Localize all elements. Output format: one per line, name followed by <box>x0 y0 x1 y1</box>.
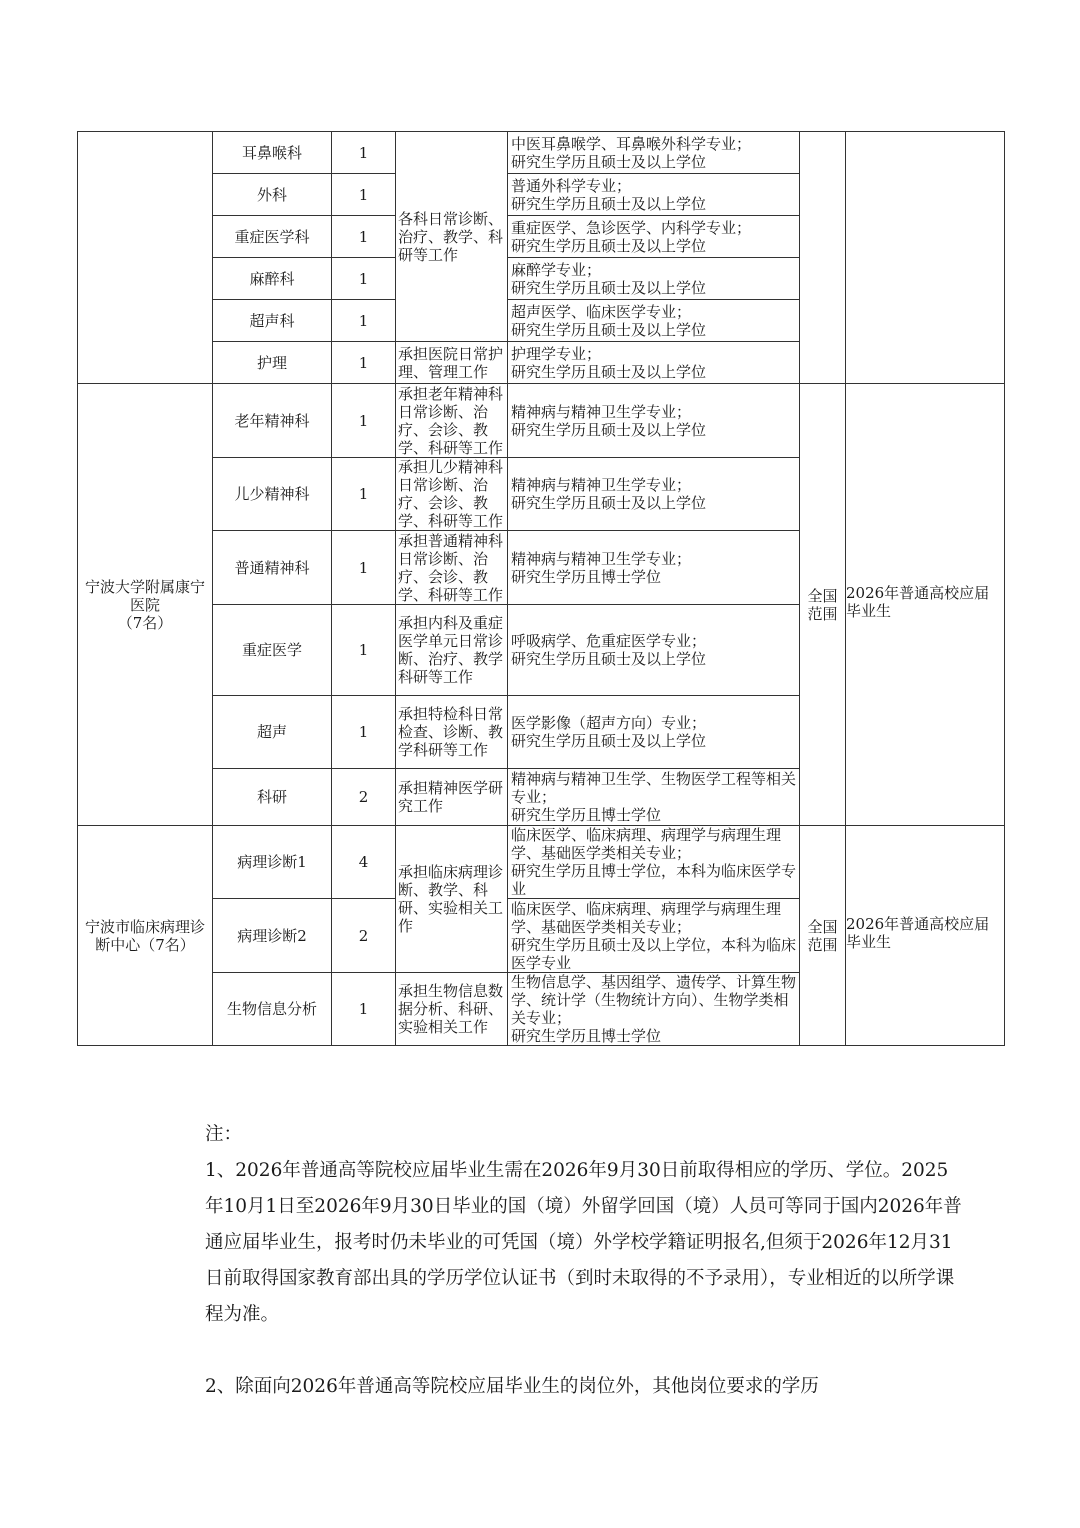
duty-cell: 承担精神医学研究工作 <box>398 779 504 815</box>
notes-title: 注： <box>205 1124 243 1145</box>
requirement-cell: 精神病与精神卫生学专业； 研究生学历且硕士及以上学位 <box>511 476 707 512</box>
dept-cell: 科研 <box>256 788 287 806</box>
dept-cell: 重症医学 <box>241 641 302 659</box>
dept-cell: 麻醉科 <box>249 269 295 288</box>
count-cell: 1 <box>358 311 369 330</box>
duty-cell: 各科日常诊断、治疗、教学、科研等工作 <box>398 209 504 264</box>
count-cell: 1 <box>358 227 369 246</box>
dept-cell: 超声 <box>256 723 287 741</box>
dept-cell: 病理诊断2 <box>237 926 307 945</box>
requirement-cell: 医学影像（超声方向）专业； 研究生学历且硕士及以上学位 <box>511 714 707 750</box>
note-paragraph-2: 2、除面向2026年普通高等院校应届毕业生的岗位外，其他岗位要求的学历 <box>205 1376 819 1397</box>
requirement-cell: 中医耳鼻喉学、耳鼻喉外科学专业； 研究生学历且硕士及以上学位 <box>511 134 752 171</box>
count-cell: 1 <box>358 723 369 741</box>
requirement-cell: 麻醉学专业； 研究生学历且硕士及以上学位 <box>511 260 707 297</box>
dept-cell: 普通精神科 <box>234 558 310 577</box>
duty-cell: 承担儿少精神科日常诊断、治疗、会诊、教学、科研等工作 <box>398 458 504 530</box>
dept-cell: 护理 <box>256 353 287 372</box>
requirement-cell: 临床医学、临床病理、病理学与病理生理学、基础医学类相关专业； 研究生学历且博士学位，本科为临床医学专业 <box>511 826 797 898</box>
count-cell: 1 <box>358 558 369 577</box>
unit-name-cell: 宁波市临床病理诊断中心（7名） <box>84 917 205 954</box>
count-cell: 1 <box>358 269 369 288</box>
requirement-cell: 精神病与精神卫生学、生物医学工程等相关专业； 研究生学历且博士学位 <box>511 770 797 824</box>
dept-cell: 病理诊断1 <box>237 853 307 871</box>
duty-cell: 承担临床病理诊断、教学、科研、实验相关工作 <box>398 863 504 935</box>
count-cell: 1 <box>358 411 369 430</box>
target-cell: 2026年普通高校应届毕业生 <box>846 915 990 951</box>
requirement-cell: 超声医学、临床医学专业； 研究生学历且硕士及以上学位 <box>511 302 707 339</box>
count-cell: 2 <box>358 788 369 806</box>
duty-cell: 承担内科及重症医学单元日常诊断、治疗、教学科研等工作 <box>398 614 504 686</box>
target-cell: 2026年普通高校应届毕业生 <box>846 584 990 620</box>
count-cell: 1 <box>358 353 369 372</box>
count-cell: 1 <box>358 143 369 162</box>
note-paragraph-1: 1、2026年普通高等院校应届毕业生需在2026年9月30日前取得相应的学历、学位。2025年10月1日至2026年9月30日毕业的国（境）外留学回国（境）人员可等同于国内2026年普通应届毕业生，报考时仍未毕业的可凭国（境）外学校学籍证明报名,但须于2026年12月31日前取得国家教育部出具的学历学位认证书（到时未取得的不予录用），专业相近的以所学课程为准。 <box>205 1160 962 1325</box>
dept-cell: 生物信息分析 <box>226 1000 317 1018</box>
dept-cell: 老年精神科 <box>234 411 310 430</box>
requirement-cell: 精神病与精神卫生学专业； 研究生学历且硕士及以上学位 <box>511 402 707 439</box>
requirement-cell: 重症医学、急诊医学、内科学专业； 研究生学历且硕士及以上学位 <box>511 218 752 255</box>
count-cell: 1 <box>358 185 369 204</box>
duty-cell: 承担医院日常护理、管理工作 <box>398 344 504 381</box>
requirement-cell: 临床医学、临床病理、病理学与病理生理学、基础医学类相关专业； 研究生学历且硕士及以上学位，本科为临床医学专业 <box>511 899 797 972</box>
dept-cell: 外科 <box>256 185 287 204</box>
duty-cell: 承担老年精神科日常诊断、治疗、会诊、教学、科研等工作 <box>398 384 504 457</box>
requirement-cell: 普通外科学专业； 研究生学历且硕士及以上学位 <box>511 176 707 213</box>
duty-cell: 承担生物信息数据分析、科研、实验相关工作 <box>398 982 504 1036</box>
scope-cell: 全国范围 <box>807 586 838 623</box>
dept-cell: 耳鼻喉科 <box>241 143 302 162</box>
scope-cell: 全国范围 <box>807 917 838 954</box>
count-cell: 1 <box>358 1000 369 1018</box>
dept-cell: 儿少精神科 <box>234 485 310 503</box>
dept-cell: 重症医学科 <box>234 227 310 246</box>
unit-name-cell: 宁波大学附属康宁医院 （7名） <box>84 577 205 632</box>
duty-cell: 承担普通精神科日常诊断、治疗、会诊、教学、科研等工作 <box>398 531 504 604</box>
requirement-cell: 呼吸病学、危重症医学专业； 研究生学历且硕士及以上学位 <box>511 632 707 668</box>
requirement-cell: 精神病与精神卫生学专业； 研究生学历且博士学位 <box>511 549 692 586</box>
duty-cell: 承担特检科日常检查、诊断、教学科研等工作 <box>398 705 504 759</box>
requirement-cell: 护理学专业； 研究生学历且硕士及以上学位 <box>511 344 707 381</box>
count-cell: 2 <box>358 926 369 945</box>
dept-cell: 超声科 <box>249 311 295 330</box>
requirement-cell: 生物信息学、基因组学、遗传学、计算生物学、统计学（生物统计方向）、生物学类相关专业； 研究生学历且博士学位 <box>511 973 797 1045</box>
count-cell: 4 <box>358 853 369 871</box>
count-cell: 1 <box>358 641 369 659</box>
count-cell: 1 <box>358 485 369 503</box>
